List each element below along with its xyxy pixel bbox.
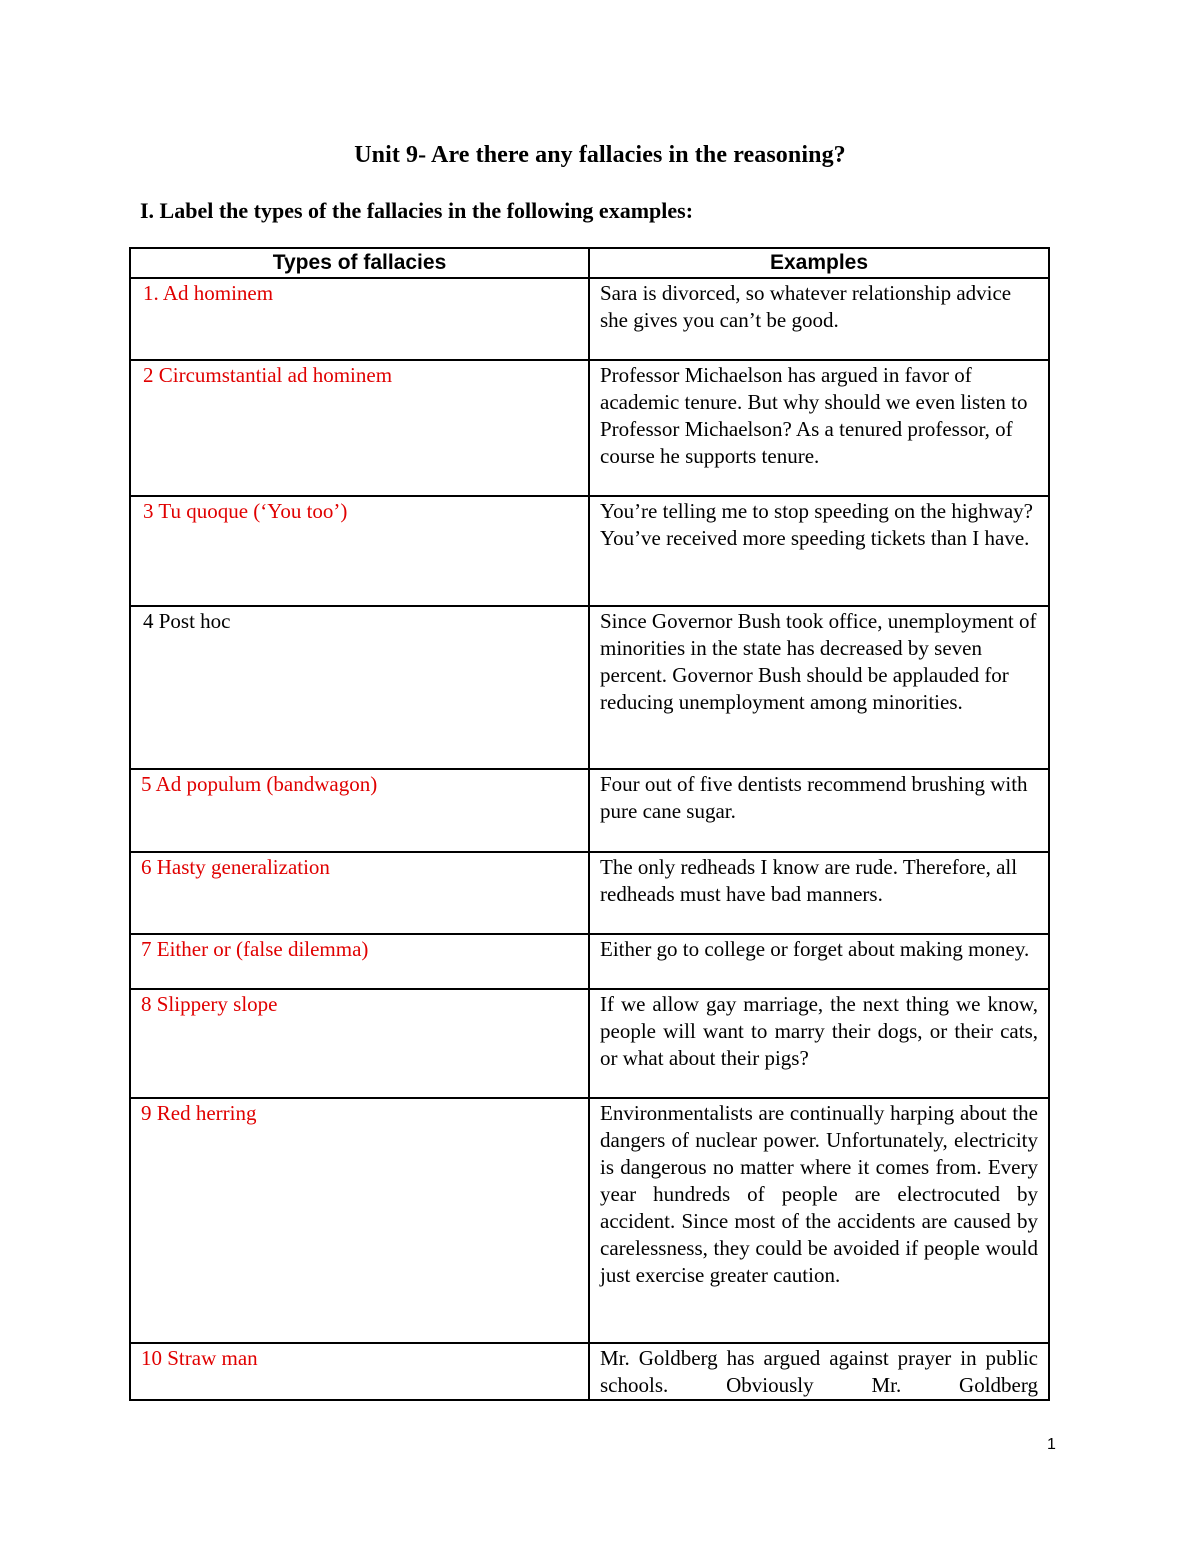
table-row [130, 360, 1049, 496]
instruction-heading: I. Label the types of the fallacies in the following examples: [140, 198, 694, 223]
table-row [130, 278, 1049, 360]
example-cell: Environmentalists are continually harping about the dangers of nuclear power. Unfortunately, electricity is dangerous no matter where it comes from. Every year hundreds of people are electrocuted by accident. Since most of the accidents are caused by carelessness, they could be avoided if people would just exercise greater caution. [589, 1098, 1049, 1343]
fallacy-type-cell: 6 Hasty generalization [130, 852, 589, 934]
fallacy-type-cell: 5 Ad populum (bandwagon) [130, 769, 589, 852]
page-title: Unit 9- Are there any fallacies in the reasoning? [354, 142, 846, 168]
fallacy-type-cell: 3 Tu quoque (‘You too’) [130, 496, 589, 606]
table-header-row [130, 248, 1049, 278]
example-cell: Mr. Goldberg has argued against prayer in public schools. Obviously Mr. Goldberg [589, 1343, 1049, 1400]
page-number: 1 [1047, 1436, 1056, 1453]
table-row [130, 852, 1049, 934]
example-cell: Sara is divorced, so whatever relationship advice she gives you can’t be good. [589, 278, 1049, 360]
fallacy-type-cell: 4 Post hoc [130, 606, 589, 769]
fallacy-type-cell: 1. Ad hominem [130, 278, 589, 360]
table-row [130, 1098, 1049, 1343]
column-header-examples: Examples [589, 248, 1049, 278]
fallacy-type-cell: 9 Red herring [130, 1098, 589, 1343]
fallacy-type-cell: 10 Straw man [130, 1343, 589, 1400]
fallacies-table [129, 247, 1050, 1401]
table-row [130, 769, 1049, 852]
example-cell: Four out of five dentists recommend brushing with pure cane sugar. [589, 769, 1049, 852]
fallacy-type-cell: 7 Either or (false dilemma) [130, 934, 589, 989]
example-cell: You’re telling me to stop speeding on the highway? You’ve received more speeding tickets than I have. [589, 496, 1049, 606]
table-row [130, 934, 1049, 989]
fallacy-type-cell: 8 Slippery slope [130, 989, 589, 1098]
example-cell: Either go to college or forget about making money. [589, 934, 1049, 989]
example-cell: Professor Michaelson has argued in favor of academic tenure. But why should we even listen to Professor Michaelson? As a tenured professor, of course he supports tenure. [589, 360, 1049, 496]
column-header-types: Types of fallacies [130, 248, 589, 278]
table-row [130, 989, 1049, 1098]
table-row [130, 496, 1049, 606]
example-cell: Since Governor Bush took office, unemployment of minorities in the state has decreased by seven percent. Governor Bush should be applauded for reducing unemployment among minorities. [589, 606, 1049, 769]
example-cell: The only redheads I know are rude. Therefore, all redheads must have bad manners. [589, 852, 1049, 934]
table-row [130, 606, 1049, 769]
example-cell: If we allow gay marriage, the next thing we know, people will want to marry their dogs, or their cats, or what about their pigs? [589, 989, 1049, 1098]
table-row [130, 1343, 1049, 1400]
fallacy-type-cell: 2 Circumstantial ad hominem [130, 360, 589, 496]
